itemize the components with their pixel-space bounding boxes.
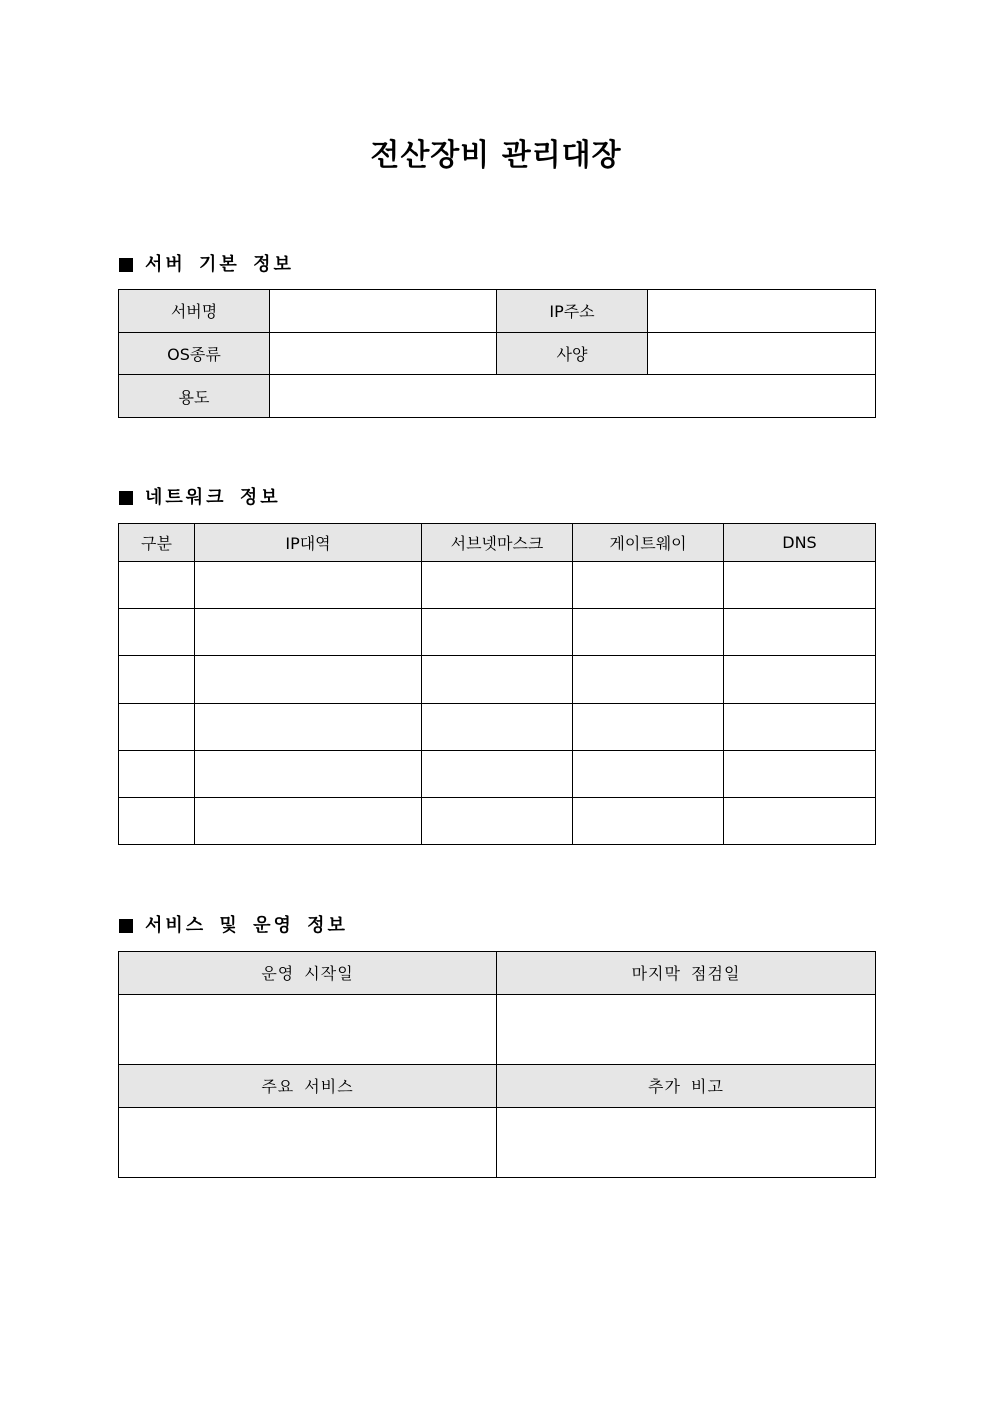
last-check-label: 마지막 점검일 [497, 952, 876, 995]
square-bullet-icon [119, 491, 133, 505]
table-row [119, 994, 876, 1065]
dns-cell[interactable] [724, 750, 876, 797]
section-heading-server [119, 253, 294, 277]
category-cell[interactable] [119, 609, 195, 656]
spec-field[interactable] [648, 332, 876, 375]
square-bullet-icon [119, 919, 133, 933]
subnet-mask-cell[interactable] [422, 797, 573, 844]
table-row [119, 375, 876, 418]
os-type-label: OS종류 [119, 332, 270, 375]
gateway-cell[interactable] [573, 797, 724, 844]
column-header-category: 구분 [119, 524, 195, 562]
column-header-subnet-mask: 서브넷마스크 [422, 524, 573, 562]
category-cell[interactable] [119, 797, 195, 844]
subnet-mask-cell[interactable] [422, 562, 573, 609]
square-bullet-icon [119, 258, 133, 272]
gateway-cell[interactable] [573, 656, 724, 703]
gateway-cell[interactable] [573, 703, 724, 750]
column-header-ip-range: IP대역 [195, 524, 422, 562]
purpose-field[interactable] [270, 375, 876, 418]
dns-cell[interactable] [724, 797, 876, 844]
table-row [119, 750, 876, 797]
section-heading-network [119, 486, 281, 510]
category-cell[interactable] [119, 703, 195, 750]
category-cell[interactable] [119, 656, 195, 703]
table-header-row [119, 524, 876, 562]
table-header-row [119, 1065, 876, 1108]
gateway-cell[interactable] [573, 750, 724, 797]
ip-address-field[interactable] [648, 290, 876, 333]
table-row [119, 332, 876, 375]
ip-range-cell[interactable] [195, 656, 422, 703]
subnet-mask-cell[interactable] [422, 609, 573, 656]
dns-cell[interactable] [724, 562, 876, 609]
server-info-table [118, 289, 876, 418]
ip-range-cell[interactable] [195, 609, 422, 656]
notes-label: 추가 비고 [497, 1065, 876, 1108]
table-row [119, 562, 876, 609]
section-heading-label: 서버 기본 정보 [145, 254, 294, 275]
subnet-mask-cell[interactable] [422, 656, 573, 703]
table-row [119, 290, 876, 333]
last-check-field[interactable] [497, 994, 876, 1065]
start-date-field[interactable] [119, 994, 497, 1065]
server-name-field[interactable] [270, 290, 497, 333]
subnet-mask-cell[interactable] [422, 703, 573, 750]
main-service-label: 주요 서비스 [119, 1065, 497, 1108]
table-header-row [119, 952, 876, 995]
service-info-table [118, 951, 876, 1178]
table-row [119, 703, 876, 750]
notes-field[interactable] [497, 1107, 876, 1178]
dns-cell[interactable] [724, 703, 876, 750]
spec-label: 사양 [497, 332, 648, 375]
ip-range-cell[interactable] [195, 797, 422, 844]
table-row [119, 1107, 876, 1178]
network-info-table [118, 523, 876, 845]
dns-cell[interactable] [724, 609, 876, 656]
main-service-field[interactable] [119, 1107, 497, 1178]
section-heading-label: 서비스 및 운영 정보 [145, 915, 348, 936]
page-title: 전산장비 관리대장 [370, 138, 622, 173]
start-date-label: 운영 시작일 [119, 952, 497, 995]
ip-range-cell[interactable] [195, 703, 422, 750]
ip-address-label: IP주소 [497, 290, 648, 333]
purpose-label: 용도 [119, 375, 270, 418]
dns-cell[interactable] [724, 656, 876, 703]
subnet-mask-cell[interactable] [422, 750, 573, 797]
category-cell[interactable] [119, 750, 195, 797]
table-row [119, 609, 876, 656]
table-row [119, 656, 876, 703]
section-heading-label: 네트워크 정보 [145, 487, 281, 508]
server-name-label: 서버명 [119, 290, 270, 333]
column-header-dns: DNS [724, 524, 876, 562]
table-row [119, 797, 876, 844]
section-heading-service [119, 914, 348, 938]
ip-range-cell[interactable] [195, 562, 422, 609]
os-type-field[interactable] [270, 332, 497, 375]
gateway-cell[interactable] [573, 609, 724, 656]
category-cell[interactable] [119, 562, 195, 609]
ip-range-cell[interactable] [195, 750, 422, 797]
column-header-gateway: 게이트웨이 [573, 524, 724, 562]
gateway-cell[interactable] [573, 562, 724, 609]
